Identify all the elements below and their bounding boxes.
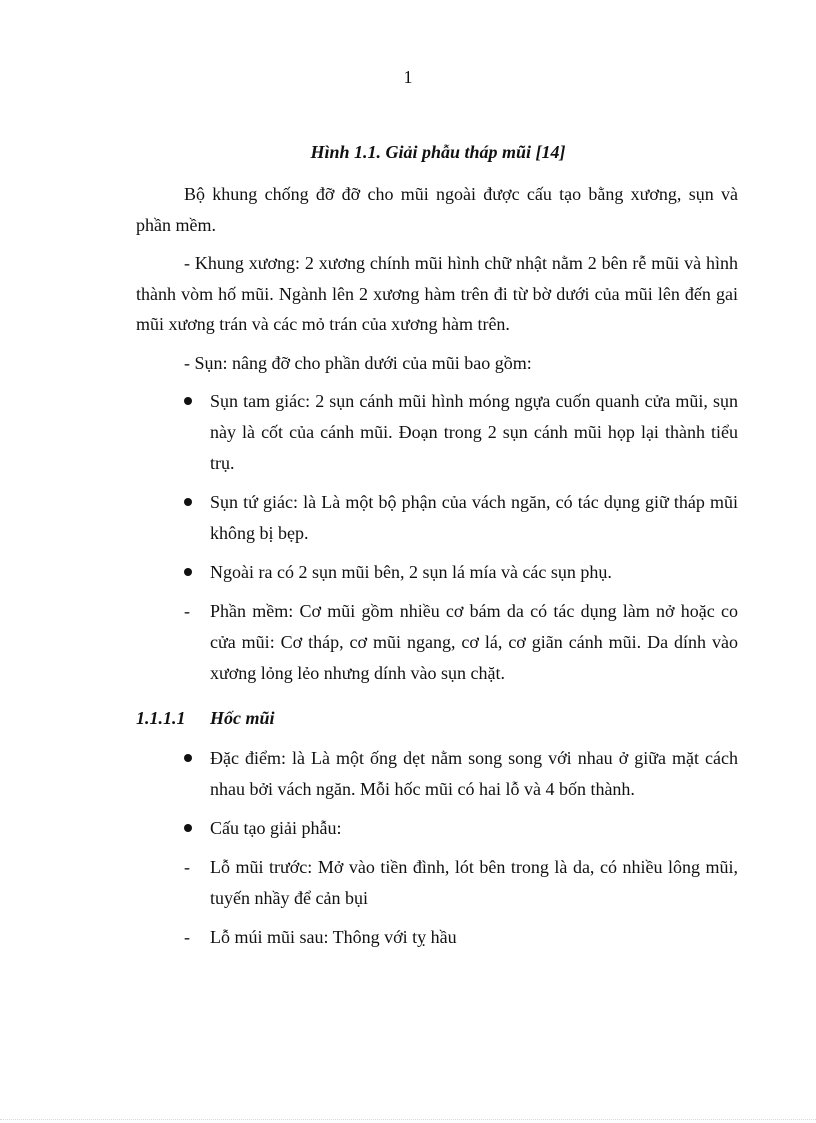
list-item <box>136 813 738 844</box>
list-item-text: Phần mềm: Cơ mũi gồm nhiều cơ bám da có tác dụng làm nở hoặc co cửa mũi: Cơ tháp, cơ mũi ngang, cơ lá, cơ giãn cánh mũi. Da dính vào xương lỏng lẻo nhưng dính vào sụn chặt. <box>210 601 738 683</box>
bullet-icon <box>184 557 204 588</box>
list-item <box>136 487 738 549</box>
dash-marker: - <box>184 927 190 947</box>
list-item <box>136 743 738 805</box>
list-item-text: Sụn tứ giác: là Là một bộ phận của vách ngăn, có tác dụng giữ tháp mũi không bị bẹp. <box>210 492 738 543</box>
dash-marker: - <box>184 857 190 877</box>
intro-paragraph: Bộ khung chống đỡ đỡ cho mũi ngoài được cấu tạo bằng xương, sụn và phần mềm. <box>136 184 738 235</box>
bone-framework-paragraph: - Khung xương: 2 xương chính mũi hình chữ nhật nằm 2 bên rễ mũi và hình thành vòm hố mũi. Ngành lên 2 xương hàm trên đi từ bờ dưới của mũi lên đến gai mũi xương trán và các mỏ trán của xương hàm trên. <box>136 253 738 334</box>
list-item-text: Ngoài ra có 2 sụn mũi bên, 2 sụn lá mía và các sụn phụ. <box>210 562 612 582</box>
list-item-text: Lỗ múi mũi sau: Thông với tỵ hầu <box>210 927 457 947</box>
list-item-text: Cấu tạo giải phẫu: <box>210 818 342 838</box>
list-item <box>136 922 738 953</box>
section-heading <box>136 703 738 733</box>
page-number: 1 <box>403 67 413 87</box>
list-item-text: Đặc điểm: là Là một ống dẹt nằm song song với nhau ở giữa mặt cách nhau bởi vách ngăn. Mỗi hốc mũi có hai lỗ và 4 bốn thành. <box>210 748 738 799</box>
document-body <box>136 179 738 961</box>
list-item <box>136 596 738 689</box>
list-item-text: Sụn tam giác: 2 sụn cánh mũi hình móng ngựa cuốn quanh cửa mũi, sụn này là cốt của cánh mũi. Đoạn trong 2 sụn cánh mũi họp lại thành tiểu trụ. <box>210 391 738 473</box>
list-item <box>136 386 738 479</box>
list-item <box>136 852 738 914</box>
figure-caption: Hình 1.1. Giải phẫu tháp mũi [14] <box>310 142 566 162</box>
section-number: 1.1.1.1 <box>136 708 186 728</box>
bullet-icon <box>184 813 204 844</box>
bullet-icon <box>184 487 204 518</box>
bullet-icon <box>184 743 204 774</box>
bullet-icon <box>184 386 204 417</box>
dash-marker: - <box>184 601 190 621</box>
list-item <box>136 557 738 588</box>
list-item-text: Lỗ mũi trước: Mở vào tiền đình, lót bên trong là da, có nhiều lông mũi, tuyến nhầy để cản bụi <box>210 857 738 908</box>
section-title: Hốc mũi <box>210 708 275 728</box>
page-bottom-divider <box>0 1119 816 1120</box>
cartilage-paragraph: - Sụn: nâng đỡ cho phần dưới của mũi bao gồm: <box>184 352 532 373</box>
